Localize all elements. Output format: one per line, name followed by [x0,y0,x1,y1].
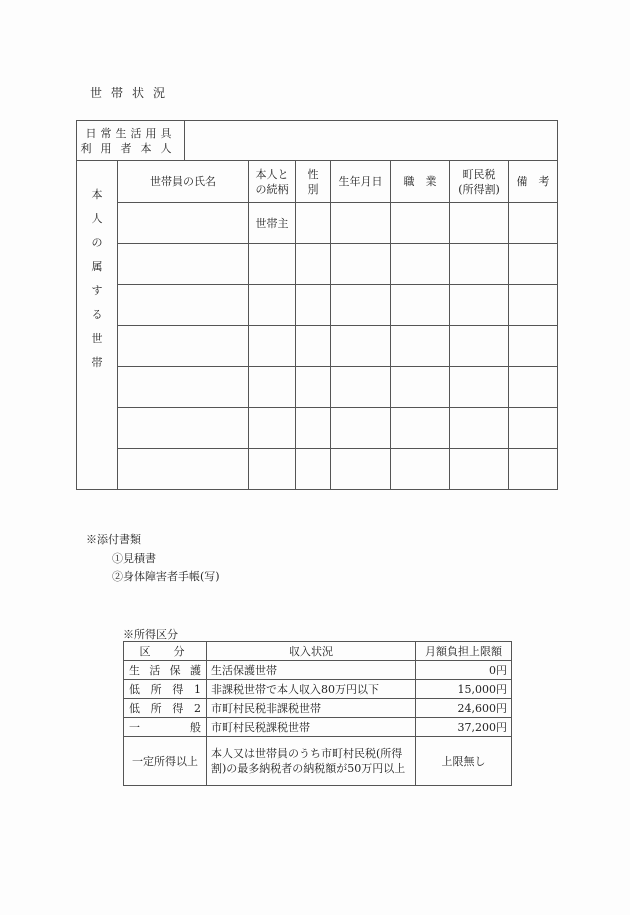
cell-name[interactable] [118,244,249,285]
cell-name[interactable] [118,367,249,408]
cell-relation[interactable] [249,449,296,490]
income-limit: 24,600円 [416,699,512,718]
cell-tax[interactable] [450,449,509,490]
income-category: 生活保護 [124,661,207,680]
user-label-line2: 利用者本人 [80,141,181,155]
income-category: 低所得1 [124,680,207,699]
cell-birth[interactable] [331,203,391,244]
cell-job[interactable] [391,285,450,326]
attachment-item: ①見積書 [112,552,156,565]
cell-job[interactable] [391,367,450,408]
income-limit: 上限無し [416,737,512,786]
cell-job[interactable] [391,203,450,244]
cell-job[interactable] [391,244,450,285]
cell-name[interactable] [118,326,249,367]
cell-sex[interactable] [296,285,331,326]
cell-birth[interactable] [331,326,391,367]
cell-remarks[interactable] [509,408,558,449]
cell-sex[interactable] [296,326,331,367]
page-title: 世帯状況 [90,86,175,100]
income-category: 一定所得以上 [124,737,207,786]
header-sex-line2: 別 [307,182,319,196]
cell-name[interactable] [118,449,249,490]
cell-tax[interactable] [450,244,509,285]
cell-job[interactable] [391,408,450,449]
household-row [77,285,558,326]
household-row [77,367,558,408]
header-name: 世帯員の氏名 [118,161,249,203]
household-row [77,326,558,367]
header-birth: 生年月日 [331,161,391,203]
cell-job[interactable] [391,326,450,367]
cell-sex[interactable] [296,408,331,449]
household-side-label [77,161,118,490]
income-status: 市町村民税課税世帯 [207,718,416,737]
cell-tax[interactable] [450,367,509,408]
attachments-title: ※添付書類 [86,533,141,546]
household-row [77,449,558,490]
income-header-limit: 月額負担上限額 [416,642,512,661]
attachment-item: ②身体障害者手帳(写) [112,570,220,583]
side-label-char: 帯 [91,356,103,369]
cell-remarks[interactable] [509,449,558,490]
income-limit: 15,000円 [416,680,512,699]
cell-remarks[interactable] [509,285,558,326]
income-title: ※所得区分 [123,628,178,641]
cell-sex[interactable] [296,367,331,408]
household-table [76,160,558,490]
income-category: 一般 [124,718,207,737]
cell-name[interactable] [118,285,249,326]
side-label-char: 本 [91,188,103,201]
cell-sex[interactable] [296,203,331,244]
income-row [124,661,512,680]
user-label-line1: 日常生活用具 [85,126,176,140]
user-table [76,120,558,161]
cell-relation[interactable] [249,367,296,408]
header-remarks: 備 考 [509,161,558,203]
income-status: 本人又は世帯員のうち市町村民税(所得割)の最多納税者の納税額が50万円以上 [207,737,416,786]
cell-remarks[interactable] [509,244,558,285]
income-status: 生活保護世帯 [207,661,416,680]
side-label-char: 世 [91,332,103,345]
cell-relation[interactable] [249,408,296,449]
cell-name[interactable] [118,408,249,449]
income-status: 非課税世帯で本人収入80万円以下 [207,680,416,699]
cell-birth[interactable] [331,408,391,449]
income-table [123,641,512,786]
income-row [124,737,512,786]
cell-name[interactable] [118,203,249,244]
user-value-cell[interactable] [185,121,558,161]
household-row [77,203,558,244]
income-header-category: 区 分 [124,642,207,661]
cell-relation[interactable]: 世帯主 [249,203,296,244]
cell-birth[interactable] [331,244,391,285]
cell-tax[interactable] [450,408,509,449]
income-category: 低所得2 [124,699,207,718]
cell-remarks[interactable] [509,326,558,367]
income-limit: 37,200円 [416,718,512,737]
income-status: 市町村民税非課税世帯 [207,699,416,718]
cell-relation[interactable] [249,244,296,285]
cell-birth[interactable] [331,449,391,490]
side-label-char: の [91,236,103,249]
cell-remarks[interactable] [509,203,558,244]
cell-relation[interactable] [249,285,296,326]
income-header-status: 収入状況 [207,642,416,661]
cell-tax[interactable] [450,285,509,326]
side-label-char: 人 [91,212,103,225]
cell-tax[interactable] [450,203,509,244]
header-job: 職 業 [391,161,450,203]
cell-remarks[interactable] [509,367,558,408]
header-relation-line2: の続柄 [255,182,289,196]
header-tax-line2: (所得割) [458,182,500,196]
header-tax-line1: 町民税 [462,167,496,181]
header-relation [249,161,296,203]
cell-sex[interactable] [296,244,331,285]
header-sex-line1: 性 [307,167,319,181]
cell-sex[interactable] [296,449,331,490]
cell-relation[interactable] [249,326,296,367]
user-label-cell [77,121,185,161]
income-row [124,718,512,737]
income-row [124,680,512,699]
header-sex [296,161,331,203]
cell-birth[interactable] [331,367,391,408]
income-limit: 0円 [416,661,512,680]
income-row [124,699,512,718]
cell-birth[interactable] [331,285,391,326]
household-row [77,408,558,449]
cell-tax[interactable] [450,326,509,367]
side-label-char: 属 [91,260,103,273]
cell-job[interactable] [391,449,450,490]
header-relation-line1: 本人と [255,167,289,181]
side-label-char: す [91,284,103,297]
header-tax [450,161,509,203]
household-row [77,244,558,285]
side-label-char: る [91,308,103,321]
